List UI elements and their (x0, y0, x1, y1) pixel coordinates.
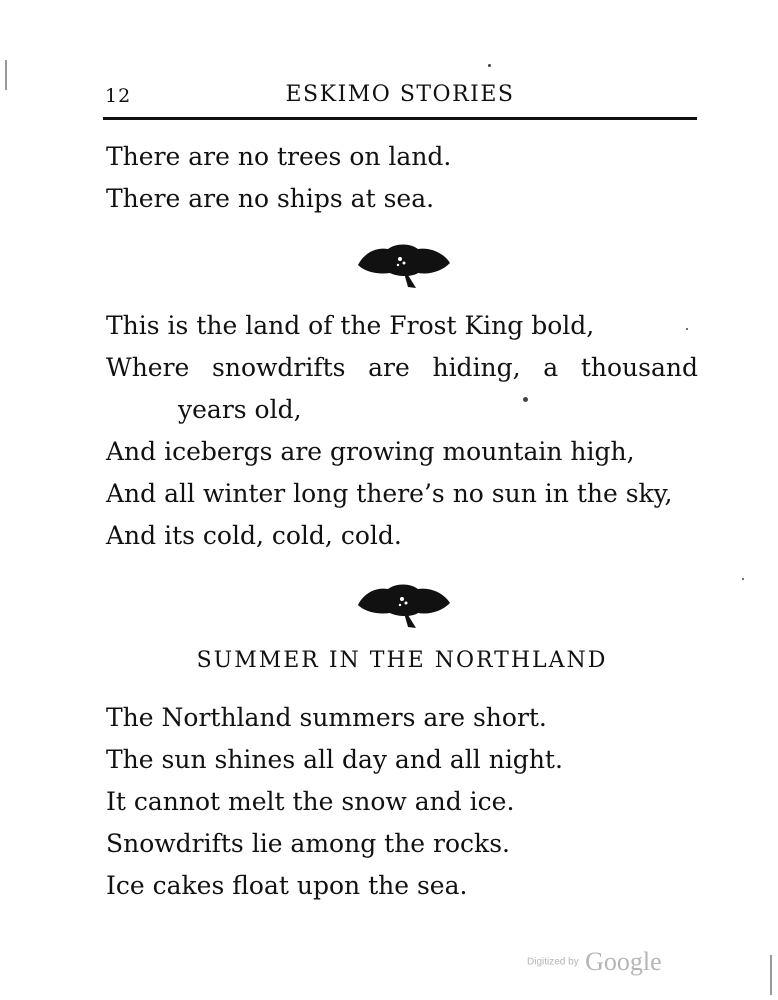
poem-line: And icebergs are growing mountain high, (106, 437, 635, 466)
poem-line: The Northland summers are short. (106, 703, 547, 732)
stanza-2 (106, 305, 698, 557)
running-title: ESKIMO STORIES (285, 82, 515, 107)
poem-line-continuation: years old, (178, 395, 302, 424)
stanza-1 (106, 136, 698, 220)
poem-line: Snowdrifts lie among the rocks. (106, 829, 510, 858)
poem-line: There are no trees on land. (106, 142, 452, 171)
stanza-3 (106, 697, 698, 907)
scan-edge-mark (770, 955, 772, 995)
scan-edge-mark (5, 60, 7, 90)
section-heading: SUMMER IN THE NORTHLAND (196, 648, 608, 673)
poem-line: And its cold, cold, cold. (106, 521, 402, 550)
poem-line: The sun shines all day and all night. (106, 745, 563, 774)
poem-line: This is the land of the Frost King bold, (106, 311, 595, 340)
poem-line: Ice cakes float upon the sea. (106, 871, 468, 900)
flower-ornament-icon (354, 581, 452, 629)
digitized-watermark (527, 947, 662, 977)
scan-speck (488, 64, 491, 67)
scan-speck (523, 397, 528, 402)
poem-line: There are no ships at sea. (106, 184, 435, 213)
scan-speck (686, 328, 688, 330)
watermark-brand: Google (585, 947, 662, 976)
page-number: 12 (105, 85, 132, 107)
watermark-prefix: Digitized by (527, 956, 579, 968)
page-header (103, 82, 697, 118)
poem-line: And all winter long there’s no sun in the sky, (106, 479, 673, 508)
poem-line: Where snowdrifts are hiding, a thousand (106, 353, 698, 382)
header-rule (103, 117, 697, 120)
poem-line: It cannot melt the snow and ice. (106, 787, 515, 816)
scan-speck (742, 578, 744, 580)
flower-ornament-icon (354, 241, 452, 289)
